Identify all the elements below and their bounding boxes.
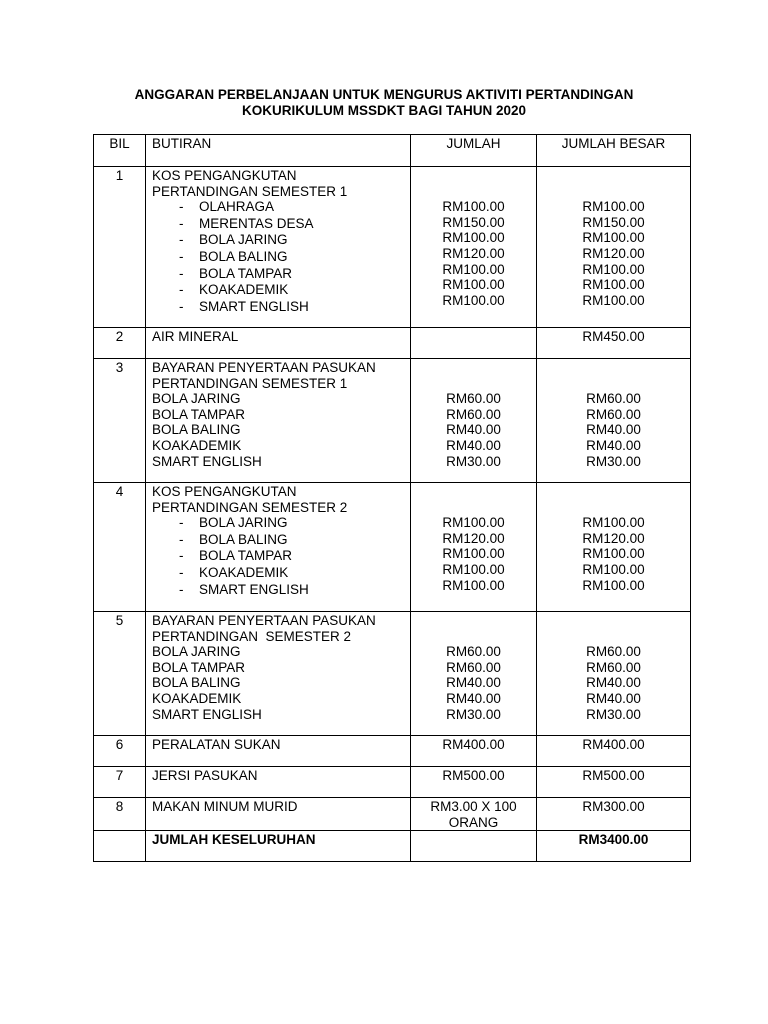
row-bil: 1: [94, 167, 146, 328]
amount: RM60.00: [446, 406, 501, 422]
row-jumlah: [411, 483, 537, 612]
row-butiran: AIR MINERAL: [146, 328, 411, 359]
row-jumlah-besar: RM300.00: [537, 798, 691, 831]
list-item: SMART ENGLISH: [152, 453, 262, 469]
amount: RM100.00: [582, 561, 645, 577]
amount: RM100.00: [442, 230, 505, 246]
row-heading: BAYARAN PENYERTAAN PASUKAN: [152, 613, 376, 628]
row-butiran: [146, 359, 411, 483]
list-item: BOLA BALING: [199, 248, 288, 264]
total-bil: [94, 831, 146, 862]
amount: RM100.00: [582, 277, 645, 293]
header-jumlah-besar: JUMLAH BESAR: [537, 135, 691, 167]
dash-mark: -: [179, 199, 184, 215]
list-item: BOLA BALING: [152, 422, 241, 438]
amount: ORANG: [448, 814, 499, 830]
amount: RM100.00: [442, 515, 505, 531]
list-item: SMART ENGLISH: [199, 581, 309, 597]
table-row: [94, 167, 691, 328]
list-item: KOAKADEMIK: [199, 282, 289, 298]
row-butiran: [146, 167, 411, 328]
row-jumlah-besar: RM400.00: [537, 736, 691, 767]
amount: RM150.00: [442, 214, 505, 230]
row-heading: PERTANDINGAN SEMESTER 1: [152, 375, 348, 391]
table-row: [94, 328, 691, 359]
list-item: KOAKADEMIK: [152, 437, 242, 453]
row-jumlah-besar: RM450.00: [537, 328, 691, 359]
list-item: OLAHRAGA: [199, 199, 275, 215]
amount: RM60.00: [446, 659, 501, 675]
amount: RM40.00: [586, 690, 641, 706]
row-heading: PERTANDINGAN SEMESTER 1: [152, 183, 348, 199]
table-row: [94, 767, 691, 798]
dash-mark: -: [179, 215, 184, 231]
amount: RM100.00: [442, 199, 505, 215]
dash-mark: -: [179, 265, 184, 281]
amount: RM30.00: [586, 706, 641, 722]
amount: RM40.00: [446, 675, 501, 691]
row-jumlah-besar: [537, 612, 691, 736]
table-row: [94, 359, 691, 483]
amount: RM100.00: [582, 199, 645, 215]
amount: RM30.00: [446, 453, 501, 469]
amount: RM30.00: [446, 706, 501, 722]
list-item: BOLA TAMPAR: [199, 548, 293, 564]
total-label: JUMLAH KESELURUHAN: [146, 831, 411, 862]
row-heading: KOS PENGANGKUTAN: [152, 484, 297, 499]
dash-mark: -: [179, 232, 184, 248]
amount: RM60.00: [586, 391, 641, 407]
dash-mark: -: [179, 548, 184, 564]
amount: RM60.00: [586, 659, 641, 675]
list-item: BOLA JARING: [152, 391, 241, 407]
amount: RM120.00: [582, 245, 645, 261]
row-bil: 3: [94, 359, 146, 483]
amount: RM100.00: [582, 292, 645, 308]
table-row: [94, 483, 691, 612]
list-item: BOLA JARING: [199, 232, 288, 248]
row-heading: KOS PENGANGKUTAN: [152, 168, 297, 183]
row-jumlah: [411, 612, 537, 736]
amount: RM40.00: [446, 437, 501, 453]
amount: RM60.00: [446, 391, 501, 407]
row-jumlah: RM500.00: [411, 767, 537, 798]
row-bil: 7: [94, 767, 146, 798]
row-butiran: PERALATAN SUKAN: [146, 736, 411, 767]
dash-mark: -: [179, 282, 184, 298]
table-row: [94, 612, 691, 736]
total-jumlah: [411, 831, 537, 862]
amount: RM100.00: [442, 292, 505, 308]
amount: RM60.00: [586, 644, 641, 660]
amount: RM3.00 X 100: [430, 799, 517, 814]
budget-table: [93, 134, 691, 862]
row-bil: 8: [94, 798, 146, 831]
amount: RM100.00: [442, 577, 505, 593]
row-jumlah: [411, 328, 537, 359]
amount: RM100.00: [442, 561, 505, 577]
amount: RM40.00: [586, 437, 641, 453]
amount: RM100.00: [442, 261, 505, 277]
amount: RM120.00: [442, 530, 505, 546]
row-bil: 2: [94, 328, 146, 359]
row-jumlah: [411, 359, 537, 483]
dash-mark: -: [179, 564, 184, 580]
amount: RM100.00: [582, 230, 645, 246]
total-row: [94, 831, 691, 862]
document-title: [0, 87, 768, 119]
list-item: SMART ENGLISH: [199, 298, 309, 314]
row-jumlah-besar: [537, 483, 691, 612]
list-item: KOAKADEMIK: [152, 690, 242, 706]
list-item: BOLA TAMPAR: [152, 406, 246, 422]
row-butiran: MAKAN MINUM MURID: [146, 798, 411, 831]
amount: RM30.00: [586, 453, 641, 469]
row-jumlah: [411, 798, 537, 831]
amount: RM120.00: [442, 245, 505, 261]
row-heading: PERTANDINGAN SEMESTER 2: [152, 499, 348, 515]
dash-mark: -: [179, 581, 184, 597]
list-item: BOLA BALING: [199, 531, 288, 547]
row-bil: 6: [94, 736, 146, 767]
table-row: [94, 798, 691, 831]
list-item: BOLA JARING: [199, 515, 288, 531]
row-bil: 5: [94, 612, 146, 736]
title-line-2: KOKURIKULUM MSSDKT BAGI TAHUN 2020: [241, 103, 526, 118]
header-jumlah: JUMLAH: [411, 135, 537, 167]
row-jumlah: [411, 167, 537, 328]
amount: RM40.00: [446, 422, 501, 438]
list-item: KOAKADEMIK: [199, 564, 289, 580]
list-item: MERENTAS DESA: [199, 215, 314, 231]
amount: RM60.00: [446, 644, 501, 660]
table-row: [94, 736, 691, 767]
list-item: BOLA BALING: [152, 675, 241, 691]
list-item: SMART ENGLISH: [152, 706, 262, 722]
header-row: [94, 135, 691, 167]
dash-mark: -: [179, 515, 184, 531]
row-heading: PERTANDINGAN SEMESTER 2: [152, 628, 352, 644]
row-jumlah: RM400.00: [411, 736, 537, 767]
row-bil: 4: [94, 483, 146, 612]
header-butiran: BUTIRAN: [146, 135, 411, 167]
amount: RM150.00: [582, 214, 645, 230]
amount: RM100.00: [442, 546, 505, 562]
dash-mark: -: [179, 248, 184, 264]
row-jumlah-besar: RM500.00: [537, 767, 691, 798]
amount: RM40.00: [446, 690, 501, 706]
amount: RM100.00: [582, 577, 645, 593]
header-bil: BIL: [94, 135, 146, 167]
list-item: BOLA TAMPAR: [152, 659, 246, 675]
list-item: BOLA JARING: [152, 644, 241, 660]
dash-mark: -: [179, 298, 184, 314]
row-butiran: JERSI PASUKAN: [146, 767, 411, 798]
dash-mark: -: [179, 531, 184, 547]
row-butiran: [146, 483, 411, 612]
row-butiran: [146, 612, 411, 736]
list-item: BOLA TAMPAR: [199, 265, 293, 281]
amount: RM120.00: [582, 530, 645, 546]
row-heading: BAYARAN PENYERTAAN PASUKAN: [152, 360, 376, 375]
row-jumlah-besar: [537, 359, 691, 483]
amount: RM60.00: [586, 406, 641, 422]
amount: RM100.00: [442, 277, 505, 293]
amount: RM100.00: [582, 546, 645, 562]
amount: RM100.00: [582, 515, 645, 531]
amount: RM40.00: [586, 422, 641, 438]
total-value: RM3400.00: [537, 831, 691, 862]
row-jumlah-besar: [537, 167, 691, 328]
amount: RM100.00: [582, 261, 645, 277]
title-line-1: ANGGARAN PERBELANJAAN UNTUK MENGURUS AKTIVITI PERTANDINGAN: [134, 87, 634, 102]
amount: RM40.00: [586, 675, 641, 691]
